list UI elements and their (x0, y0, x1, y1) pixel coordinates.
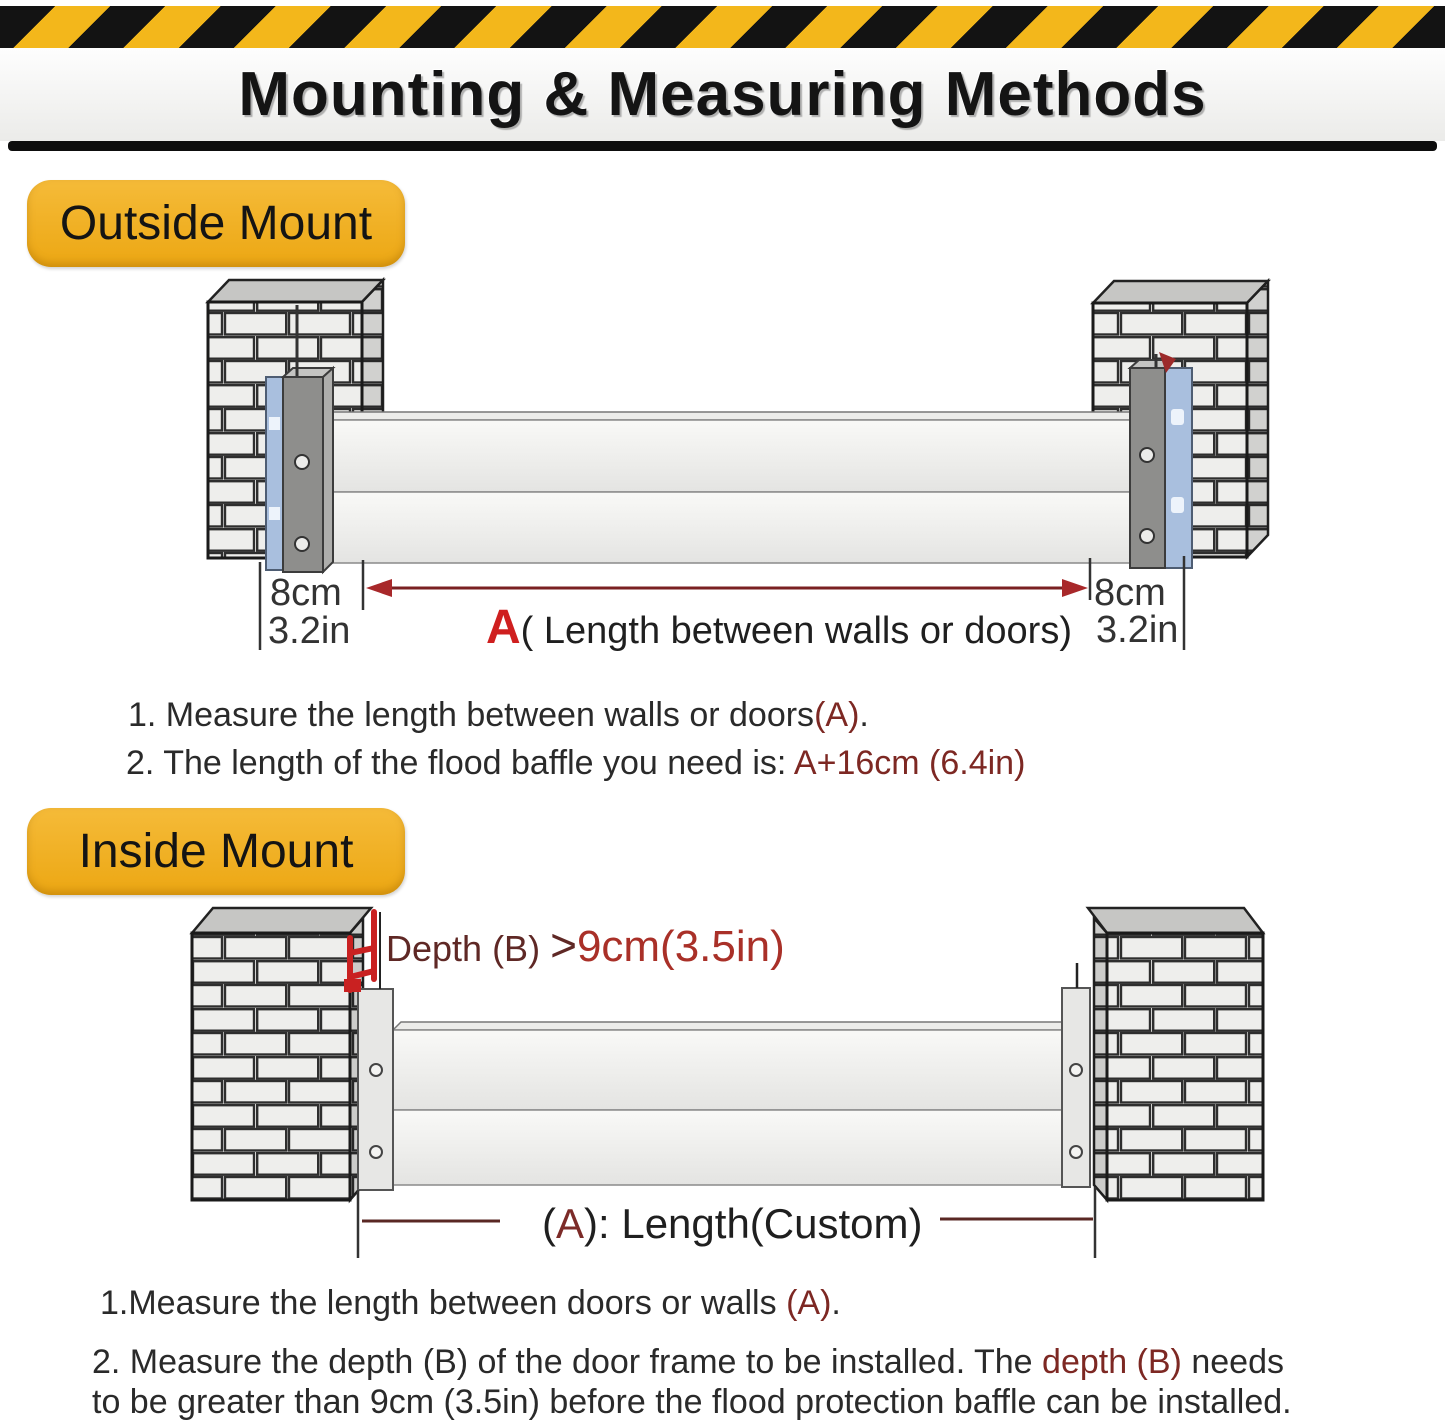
outside-step1-a: (A) (814, 696, 860, 734)
inside-mount-badge-label: Inside Mount (78, 825, 354, 878)
inside-step1-period: . (831, 1284, 841, 1322)
left-seal-strip (266, 377, 283, 570)
span-length-label (486, 600, 1072, 655)
inside-step2-depth-b: depth (B) (1042, 1343, 1182, 1381)
offset-right-cm: 8cm (1094, 572, 1166, 614)
inside-step1-text: 1.Measure the length between doors or walls (100, 1284, 787, 1322)
inside-step1-a: (A) (786, 1284, 832, 1322)
inside-step2-line2: to be greater than 9cm (3.5in) before the flood protection baffle can be installed. (92, 1383, 1292, 1421)
inside-left-brick-pillar (192, 908, 371, 1200)
custom-length-label (542, 1200, 922, 1248)
right-seal-strip (1165, 368, 1192, 568)
flood-barrier-panels (323, 412, 1138, 563)
depth-requirement-label (386, 918, 785, 972)
length-arrow (366, 579, 1088, 597)
outside-step1-text: 1. Measure the length between walls or doors (128, 696, 815, 734)
depth-label-text: Depth (B) (386, 928, 551, 969)
outside-step-2 (126, 744, 1025, 783)
outside-step-1 (128, 696, 869, 735)
outside-mount-badge-label: Outside Mount (59, 197, 373, 250)
inside-step-2 (92, 1342, 1445, 1421)
span-length-text: ( Length between walls or doors) (520, 610, 1072, 652)
greater-than-sign: > (550, 919, 577, 971)
offset-left-inch: 3.2in (268, 610, 351, 652)
length-open-paren: ( (542, 1200, 556, 1247)
inside-step-1 (100, 1284, 841, 1323)
offset-left-cm: 8cm (270, 572, 342, 614)
inside-left-channel (358, 989, 393, 1190)
inside-step2-text: 2. Measure the depth (B) of the door frame to be installed. The (92, 1343, 1043, 1381)
offset-right-inch: 3.2in (1096, 609, 1179, 651)
length-text: ): Length(Custom) (584, 1200, 923, 1247)
page-title: Mounting & Measuring Methods (238, 60, 1207, 129)
span-length-a: A (486, 601, 521, 654)
inside-right-brick-pillar (1088, 908, 1263, 1200)
depth-value: 9cm(3.5in) (576, 922, 785, 971)
outside-step2-formula: A+16cm (6.4in) (793, 744, 1026, 782)
inside-right-channel (1062, 963, 1090, 1187)
length-a: A (556, 1200, 585, 1247)
outside-step2-text: 2. The length of the flood baffle you need is: (126, 744, 794, 782)
outside-step1-period: . (859, 696, 869, 734)
inside-step2-needs: needs (1181, 1343, 1284, 1381)
inside-flood-barrier-panels (393, 1022, 1070, 1185)
